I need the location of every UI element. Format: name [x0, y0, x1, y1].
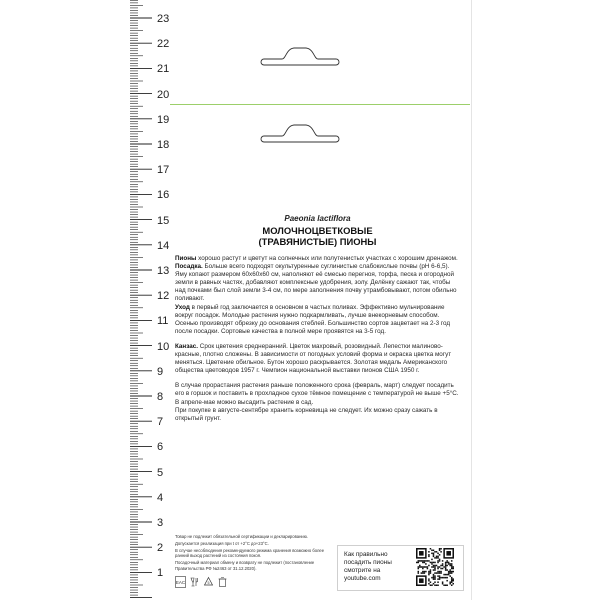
ruler-number: 18: [157, 139, 170, 151]
hanger-slot-bottom: [260, 121, 340, 143]
care-label: Уход: [175, 303, 190, 311]
planting-label: Посадка.: [175, 263, 203, 271]
ruler-number: 17: [157, 164, 170, 177]
latin-name: Paeonia lactiflora: [284, 214, 351, 223]
product-title-line1: МОЛОЧНОЦВЕТКОВЫЕ: [262, 225, 373, 236]
ruler-number: 8: [157, 391, 164, 403]
video-qr-block[interactable]: [337, 545, 464, 591]
legal-line-2: Допускается реализация при t от +2°С до+23°С.: [175, 541, 269, 546]
ruler-number: 5: [157, 466, 164, 479]
ruler-number: 1: [157, 567, 164, 580]
description: [175, 214, 460, 423]
hanger-slot-icon: [260, 44, 340, 66]
ruler-number: 13: [157, 265, 170, 277]
ruler-number: 7: [157, 416, 164, 429]
ruler-number: 22: [157, 38, 170, 51]
sprouting-paragraph: В случае прорастания растения раньше положенного срока (февраль, март) следует посадить его в горшок и поставить в прохладное сухое тёмное помещение с температурой не выше +5°С. В апреле-мае можно высадить растение в сад.: [175, 382, 459, 406]
ruler-number: 11: [157, 315, 169, 328]
svg-text:EAC: EAC: [175, 580, 186, 585]
legal-line-4: Посадочный материал обмену и возврату не подлежит (постановление Правительства РФ №2463 от 31.12.2020).: [175, 560, 315, 571]
glass-fork-icon: [189, 576, 200, 588]
ruler-number: 9: [157, 365, 164, 378]
trash-bin-icon: [217, 576, 228, 588]
ruler-number: 12: [157, 290, 170, 303]
variety-text: Срок цветения среднеранний. Цветок махровый, розовидный. Лепестки малиново-красные, плотно сложены. В зависимости от погодных условий форма и окраска цветка могут меняться. Цветение обильное. Бутон хорошо раскрывается. Золотая медаль Американского общества цветоводов 1957 г. Чемпион национальной выставки пионов США 1950 г.: [175, 342, 452, 375]
qr-caption: [344, 551, 412, 583]
intro-label: Пионы: [175, 255, 197, 262]
ruler-number: 4: [157, 491, 164, 504]
qr-caption-line1: Как правильно: [344, 551, 388, 558]
hanger-slot-top: [260, 44, 340, 66]
qr-caption-line2: посадить пионы: [344, 559, 392, 566]
intro-paragraph: [175, 255, 460, 263]
variety-paragraph: [175, 343, 460, 375]
ruler-number: 10: [157, 340, 170, 353]
ruler-number: 14: [157, 239, 170, 252]
ruler-number: 16: [157, 189, 170, 202]
qr-code-icon[interactable]: [416, 548, 454, 586]
storage-paragraph: При покупке в августе-сентябре хранить корневища не следует. Их можно сразу сажать в открытый грунт.: [175, 406, 438, 422]
ruler: [130, 0, 170, 600]
fold-line: [170, 104, 470, 105]
legal-line-3: В случае несоблюдения рекомендуемого режима хранения возможно более ранний выход растений из состояния покоя.: [175, 548, 325, 559]
eac-mark-icon: [175, 576, 186, 588]
ruler-number: 20: [157, 88, 170, 101]
ruler-number: 2: [157, 542, 164, 555]
svg-text:5: 5: [207, 581, 210, 585]
ruler-number: 3: [157, 517, 164, 529]
legal-line-1: Товар не подлежит обязательной сертификации и декларированию.: [175, 534, 309, 539]
planting-paragraph: [175, 263, 460, 303]
qr-caption-line3: смотрите на: [344, 567, 381, 574]
variety-label: Канзас.: [175, 342, 199, 350]
legal-notes: [175, 534, 335, 573]
product-title-line2: (ТРАВЯНИСТЫЕ) ПИОНЫ: [258, 236, 377, 247]
ruler-number: 21: [157, 63, 170, 76]
ruler-number: 15: [157, 214, 170, 227]
care-paragraph: [175, 304, 460, 336]
care-text: в первый год заключается в основном в частых поливах. Эффективно мульчирование вокруг посадок. Молодые растения нужно подкармливать, лучше внекорневым способом. Осенью производят обрезку до основания стеблей. Большинство сортов зацветает на 2-3 год после посадки. Сортовые качества в полной мере проявятся на 3-5 год.: [175, 303, 451, 335]
marking-icons: [175, 576, 275, 590]
ruler-number: 23: [157, 13, 170, 25]
recycle-icon: [203, 576, 214, 588]
ruler-number: 6: [157, 441, 164, 454]
hanger-slot-icon: [260, 121, 340, 143]
ruler-number: 19: [157, 113, 170, 126]
intro-text: хорошо растут и цветут на солнечных или полутенистых участках с хорошим дренажом.: [196, 255, 458, 262]
planting-text: Больше всего подходят окультуренные суглинистые слабокислые почвы (рН 6-6,5). Яму копают размером 60х60х60 см, наполняют её смесью перегноя, торфа, песка и огородной земли в равных частях, добавляют комплексные удобрения, золу. Делёнку сажают так, чтобы над почками был слой земли 3-4 см, по мере заполнения почву утрамбовывают, потом обильно поливают.: [175, 263, 457, 303]
qr-caption-line4: youtube.com: [344, 575, 381, 582]
